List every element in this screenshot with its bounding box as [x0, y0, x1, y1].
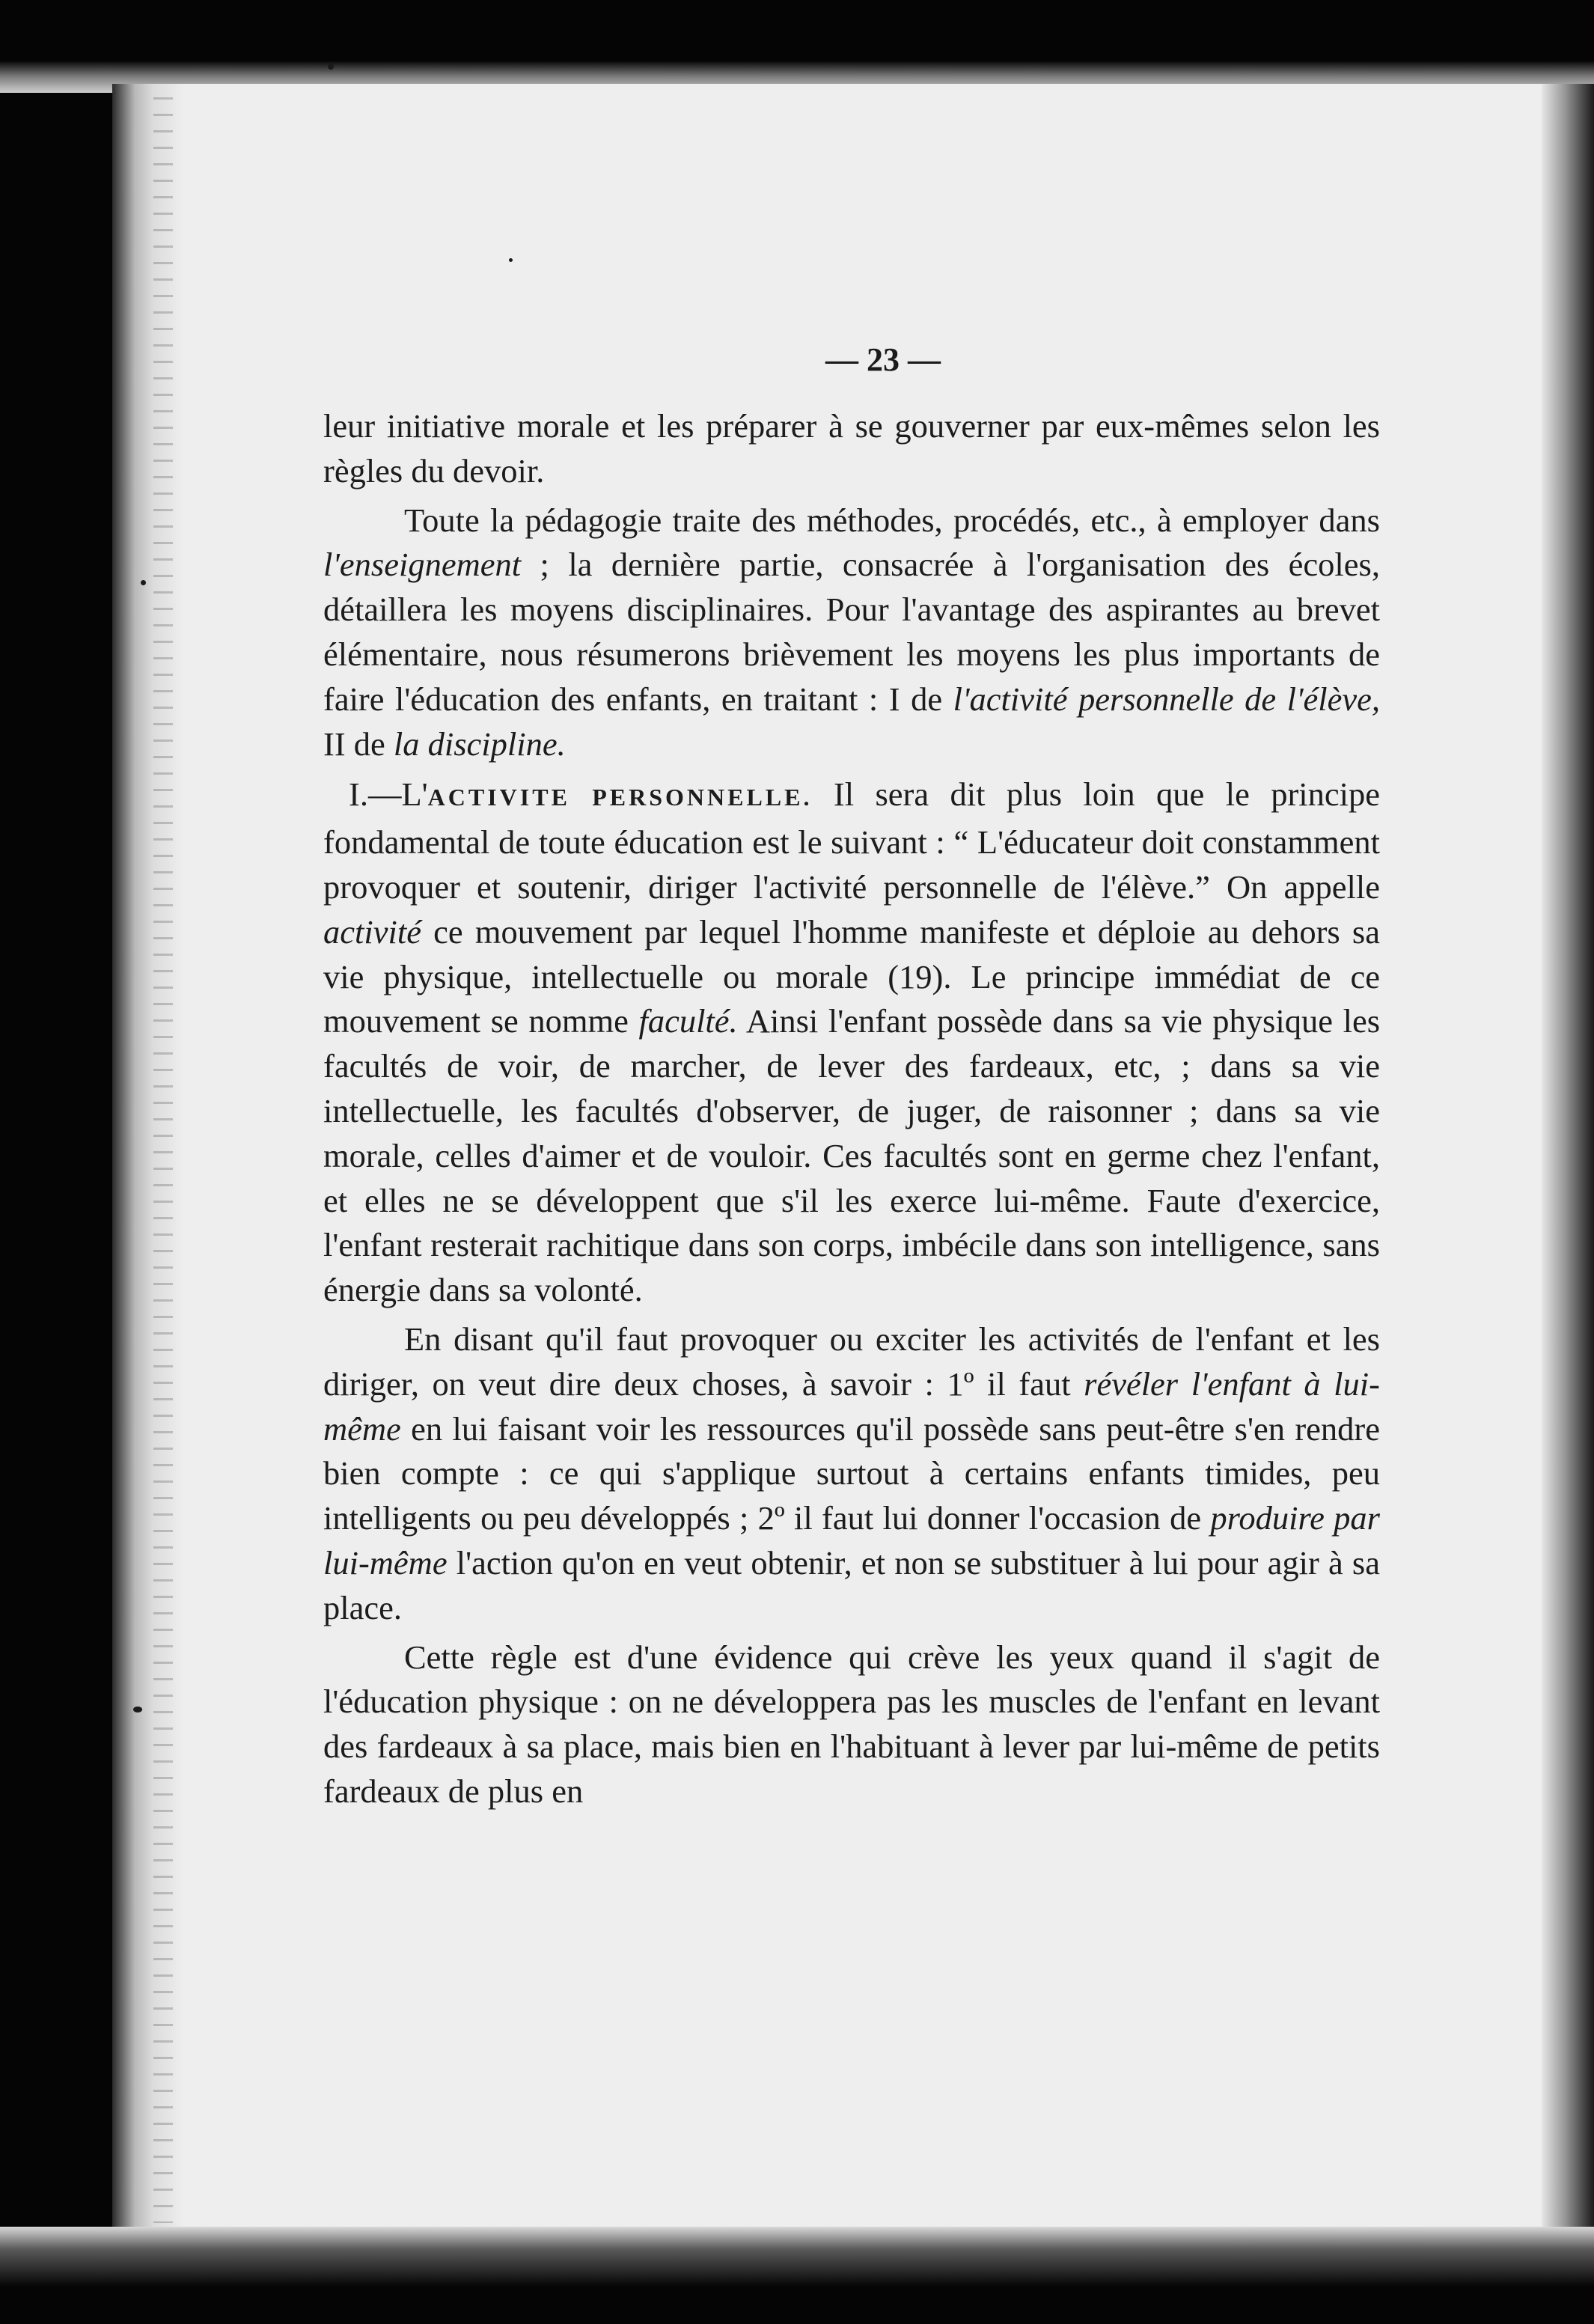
- paragraph-3-text-e: Ainsi l'enfant possède dans sa vie physique les facultés de voir, de marcher, de lever des fardeaux, etc, ; dans sa vie intellectuelle, les facultés d'observer, de juger, de raisonner ; dans sa vie morale, celles d'aimer et de vouloir. Ces facultés sont en germe chez l'enfant, et elles ne se développent que s'il les exerce lui-même. Faute d'exercice, l'enfant resterait rachitique dans son corps, imbécile dans son intelligence, sans énergie dans sa volonté.: [323, 1002, 1381, 1309]
- paragraph-4-text-e: l'action qu'on en veut obtenir, et non se substituer à lui pour agir à sa place.: [323, 1543, 1380, 1626]
- paragraph-4-italic-produire: produire par lui-même: [323, 1499, 1381, 1582]
- page-number: — 23 —: [825, 341, 941, 378]
- section-numeral: I.—: [349, 775, 402, 814]
- section-heading: ACTIVITE PERSONNELLE.: [427, 784, 813, 811]
- scan-speck: [141, 580, 146, 585]
- paragraph-2-text-a: Toute la pédagogie traite des méthodes, procédés, etc., à employer dans: [404, 501, 1380, 539]
- paragraph-1: leur initiative morale et les préparer à se gouverner par eux-mêmes selon les règles du devoir.: [323, 407, 1380, 489]
- scan-speck: [328, 64, 334, 70]
- paragraph-3-italic-faculte: faculté.: [638, 1002, 738, 1040]
- scan-speck: [509, 258, 513, 262]
- paragraph-2-text-c: ; la dernière partie, consacrée à l'organisation des écoles, détaillera les moyens disciplinaires. Pour l'avantage des aspirantes au brevet élémentaire, nous résumerons brièvement les moyens les plus importants de faire l'éducation des enfants, en traitant : I de: [323, 546, 1380, 718]
- paragraph-2-italic-activite: l'activité personnelle de l'élève,: [953, 680, 1380, 718]
- paragraph-3-text-a: Il sera dit plus loin que le principe fondamental de toute éducation est le suivant : “ L'éducateur doit constamment provoquer et soutenir, diriger l'activité personnelle de l'élève.” On appelle: [323, 775, 1381, 906]
- paragraph-4-text-c: en lui faisant voir les ressources qu'il possède sans peut-être s'en rendre bien compte : ce qui s'applique surtout à certains enfants timides, peu intelligents ou peu développés ; 2º il faut lui donner l'occasion de: [323, 1409, 1380, 1537]
- binding-stitch-marks: [153, 97, 173, 2223]
- paragraph-2: [323, 498, 1380, 767]
- section-heading-first: L': [401, 775, 428, 814]
- scan-speck: [133, 1707, 142, 1712]
- page-body: [323, 404, 1380, 1814]
- paragraph-4: [323, 1317, 1380, 1631]
- paragraph-3-text-c: ce mouvement par lequel l'homme manifeste et déploie au dehors sa vie physique, intellectuelle ou morale (19). Le principe immédiat de ce mouvement se nomme: [323, 912, 1380, 1040]
- paragraph-5: Cette règle est d'une évidence qui crève les yeux quand il s'agit de l'éducation physique : on ne développera pas les muscles de l'enfant en levant des fardeaux à sa place, mais bien en l'habituant à lever par lui-même de petits fardeaux de plus en: [323, 1638, 1380, 1810]
- paragraph-3-italic-activite: activité: [323, 912, 421, 951]
- paragraph-2-italic-discipline: la discipline.: [393, 725, 566, 763]
- page-right-shadow: [1542, 84, 1594, 2239]
- paragraph-4-italic-reveler: révéler l'enfant à lui-même: [323, 1364, 1380, 1448]
- paragraph-4-text-a: En disant qu'il faut provoquer ou exciter les activités de l'enfant et les diriger, on veut dire deux choses, à savoir : 1º il faut: [323, 1320, 1380, 1403]
- paragraph-2-text-e: II de: [323, 725, 394, 763]
- paragraph-3: [323, 772, 1380, 1313]
- paragraph-2-italic-enseignement: l'enseignement: [323, 546, 522, 584]
- page-bottom-shadow: [0, 2227, 1594, 2324]
